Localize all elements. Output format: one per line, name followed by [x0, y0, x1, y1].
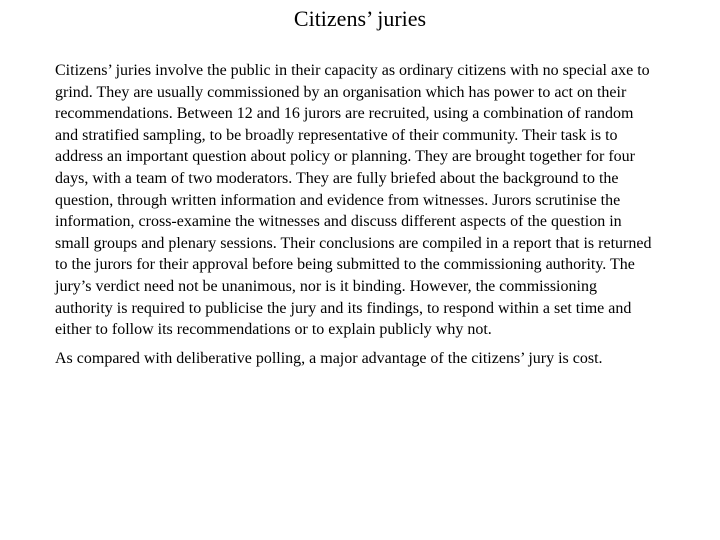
slide-title: Citizens’ juries — [293, 6, 427, 31]
body-paragraph-comparison: As compared with deliberative polling, a major advantage of the citizens’ jury is cost. — [55, 349, 603, 367]
body-paragraph-description: Citizens’ juries involve the public in their capacity as ordinary citizens with no special axe to grind. They are usually commissioned by an organisation which has power to act on their recommendations. Between 12 and 16 jurors are recruited, using a combination of random and stratified sampling, to be broadly representative of their community. Their task is to address an important question about policy or planning. They are brought together for four days, with a team of two moderators. They are fully briefed about the background to the question, through written information and evidence from witnesses. Jurors scrutinise the information, cross-examine the witnesses and discuss different aspects of the question in small groups and plenary sessions. Their conclusions are compiled in a report that is returned to the jurors for their approval before being submitted to the commissioning authority. The jury’s verdict need not be unanimous, nor is it binding. However, the commissioning authority is required to publicise the jury and its findings, to respond within a set time and either to follow its recommendations or to explain publicly why not. — [55, 62, 652, 339]
slide-body — [55, 60, 655, 369]
